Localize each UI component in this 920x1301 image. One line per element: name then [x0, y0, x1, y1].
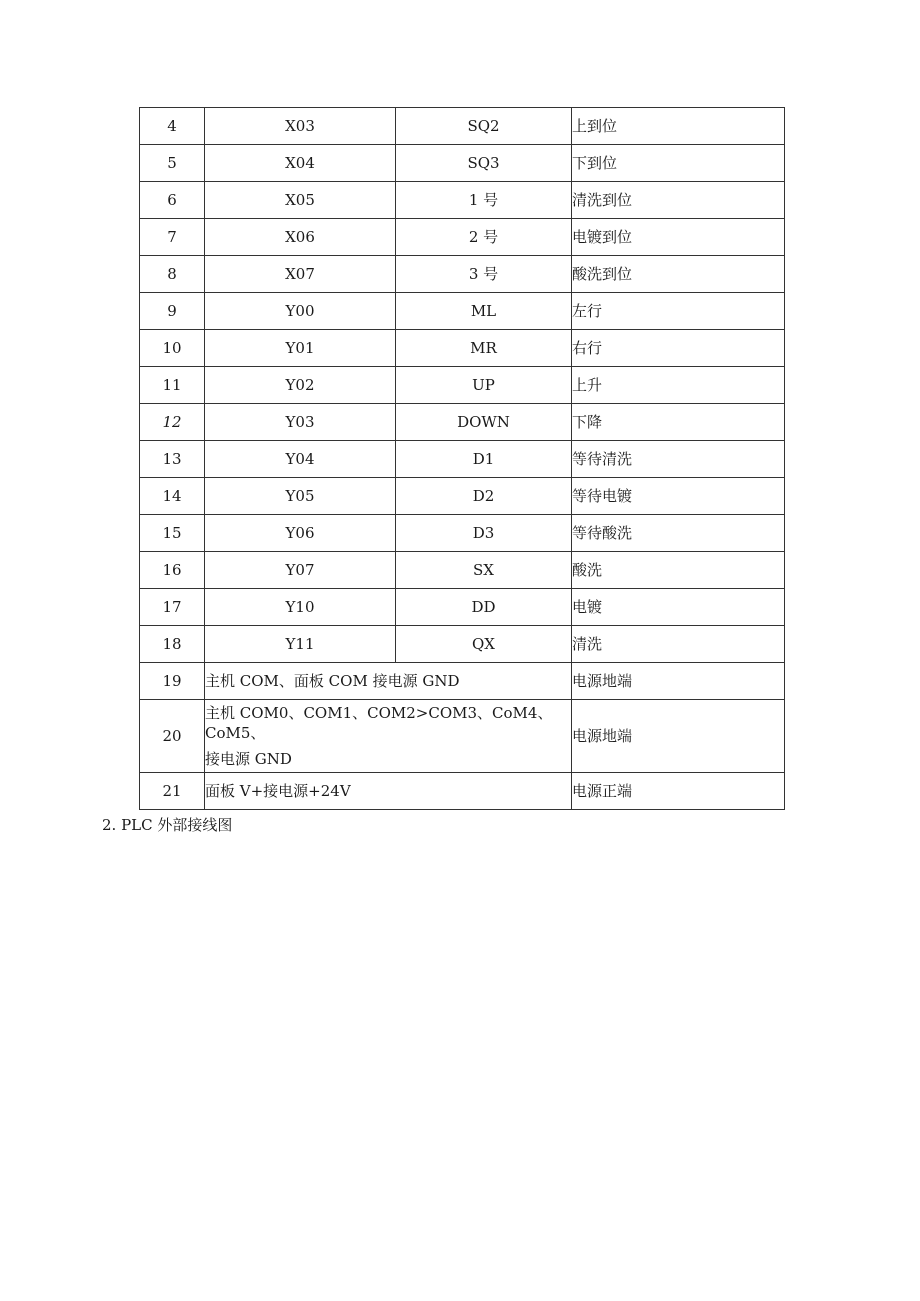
symbol-cell: D1: [396, 441, 572, 478]
description-cell: 电源地端: [572, 700, 785, 773]
table-row: [140, 441, 785, 478]
row-number-cell: 16: [140, 552, 205, 589]
io-address-cell: Y04: [205, 441, 396, 478]
section-caption: 2. PLC 外部接线图: [102, 816, 233, 834]
symbol-cell: DOWN: [396, 404, 572, 441]
row-number-cell: 9: [140, 293, 205, 330]
io-address-cell: Y03: [205, 404, 396, 441]
table-row: [140, 773, 785, 810]
row-number-cell: 19: [140, 663, 205, 700]
symbol-cell: SX: [396, 552, 572, 589]
io-table-body: [140, 108, 785, 810]
io-address-cell: Y00: [205, 293, 396, 330]
wiring-note-line: 主机 COM0、COM1、COM2>COM3、CoM4、CoM5、: [205, 704, 553, 742]
wiring-note-line: 主机 COM、面板 COM 接电源 GND: [205, 672, 460, 690]
row-number-cell: 13: [140, 441, 205, 478]
wiring-note-line: 接电源 GND: [205, 750, 292, 768]
row-number-cell: 15: [140, 515, 205, 552]
description-cell: 右行: [572, 330, 785, 367]
wiring-note-cell: [205, 700, 572, 773]
table-row: [140, 219, 785, 256]
description-cell: 下到位: [572, 145, 785, 182]
row-number-cell: 6: [140, 182, 205, 219]
row-number-cell: 14: [140, 478, 205, 515]
wiring-note-cell: [205, 773, 572, 810]
symbol-cell: DD: [396, 589, 572, 626]
description-cell: 酸洗: [572, 552, 785, 589]
table-row: [140, 108, 785, 145]
io-address-cell: X04: [205, 145, 396, 182]
io-address-cell: Y02: [205, 367, 396, 404]
symbol-cell: UP: [396, 367, 572, 404]
io-assignment-table: [139, 107, 785, 810]
table-row: [140, 330, 785, 367]
row-number-cell: 20: [140, 700, 205, 773]
wiring-note-line: 面板 V+接电源+24V: [205, 782, 351, 800]
io-address-cell: Y05: [205, 478, 396, 515]
row-number-cell: 5: [140, 145, 205, 182]
symbol-cell: D3: [396, 515, 572, 552]
table-row: [140, 256, 785, 293]
row-number-cell: 21: [140, 773, 205, 810]
row-number-cell: 7: [140, 219, 205, 256]
symbol-cell: SQ3: [396, 145, 572, 182]
io-address-cell: Y11: [205, 626, 396, 663]
description-cell: 电镀到位: [572, 219, 785, 256]
table-row: [140, 293, 785, 330]
row-number-cell: 12: [140, 404, 205, 441]
io-address-cell: X06: [205, 219, 396, 256]
description-cell: 电源地端: [572, 663, 785, 700]
symbol-cell: SQ2: [396, 108, 572, 145]
table-row: [140, 663, 785, 700]
io-address-cell: Y06: [205, 515, 396, 552]
description-cell: 清洗: [572, 626, 785, 663]
symbol-cell: D2: [396, 478, 572, 515]
table-row: [140, 589, 785, 626]
table-row: [140, 145, 785, 182]
description-cell: 清洗到位: [572, 182, 785, 219]
table-row: [140, 404, 785, 441]
wiring-note-cell: [205, 663, 572, 700]
description-cell: 酸洗到位: [572, 256, 785, 293]
row-number-cell: 4: [140, 108, 205, 145]
row-number-cell: 10: [140, 330, 205, 367]
symbol-cell: 1 号: [396, 182, 572, 219]
table-row: [140, 626, 785, 663]
description-cell: 等待清洗: [572, 441, 785, 478]
table-row: [140, 182, 785, 219]
symbol-cell: ML: [396, 293, 572, 330]
io-address-cell: X05: [205, 182, 396, 219]
io-address-cell: Y07: [205, 552, 396, 589]
row-number-cell: 17: [140, 589, 205, 626]
row-number-cell: 8: [140, 256, 205, 293]
table-row: [140, 367, 785, 404]
symbol-cell: 2 号: [396, 219, 572, 256]
row-number-cell: 18: [140, 626, 205, 663]
table-row: [140, 700, 785, 773]
table-row: [140, 515, 785, 552]
symbol-cell: QX: [396, 626, 572, 663]
io-address-cell: Y01: [205, 330, 396, 367]
io-address-cell: X07: [205, 256, 396, 293]
description-cell: 等待电镀: [572, 478, 785, 515]
description-cell: 下降: [572, 404, 785, 441]
description-cell: 上到位: [572, 108, 785, 145]
description-cell: 上升: [572, 367, 785, 404]
table-row: [140, 552, 785, 589]
io-address-cell: Y10: [205, 589, 396, 626]
io-address-cell: X03: [205, 108, 396, 145]
symbol-cell: 3 号: [396, 256, 572, 293]
description-cell: 等待酸洗: [572, 515, 785, 552]
symbol-cell: MR: [396, 330, 572, 367]
description-cell: 电镀: [572, 589, 785, 626]
row-number-cell: 11: [140, 367, 205, 404]
description-cell: 左行: [572, 293, 785, 330]
table-row: [140, 478, 785, 515]
description-cell: 电源正端: [572, 773, 785, 810]
